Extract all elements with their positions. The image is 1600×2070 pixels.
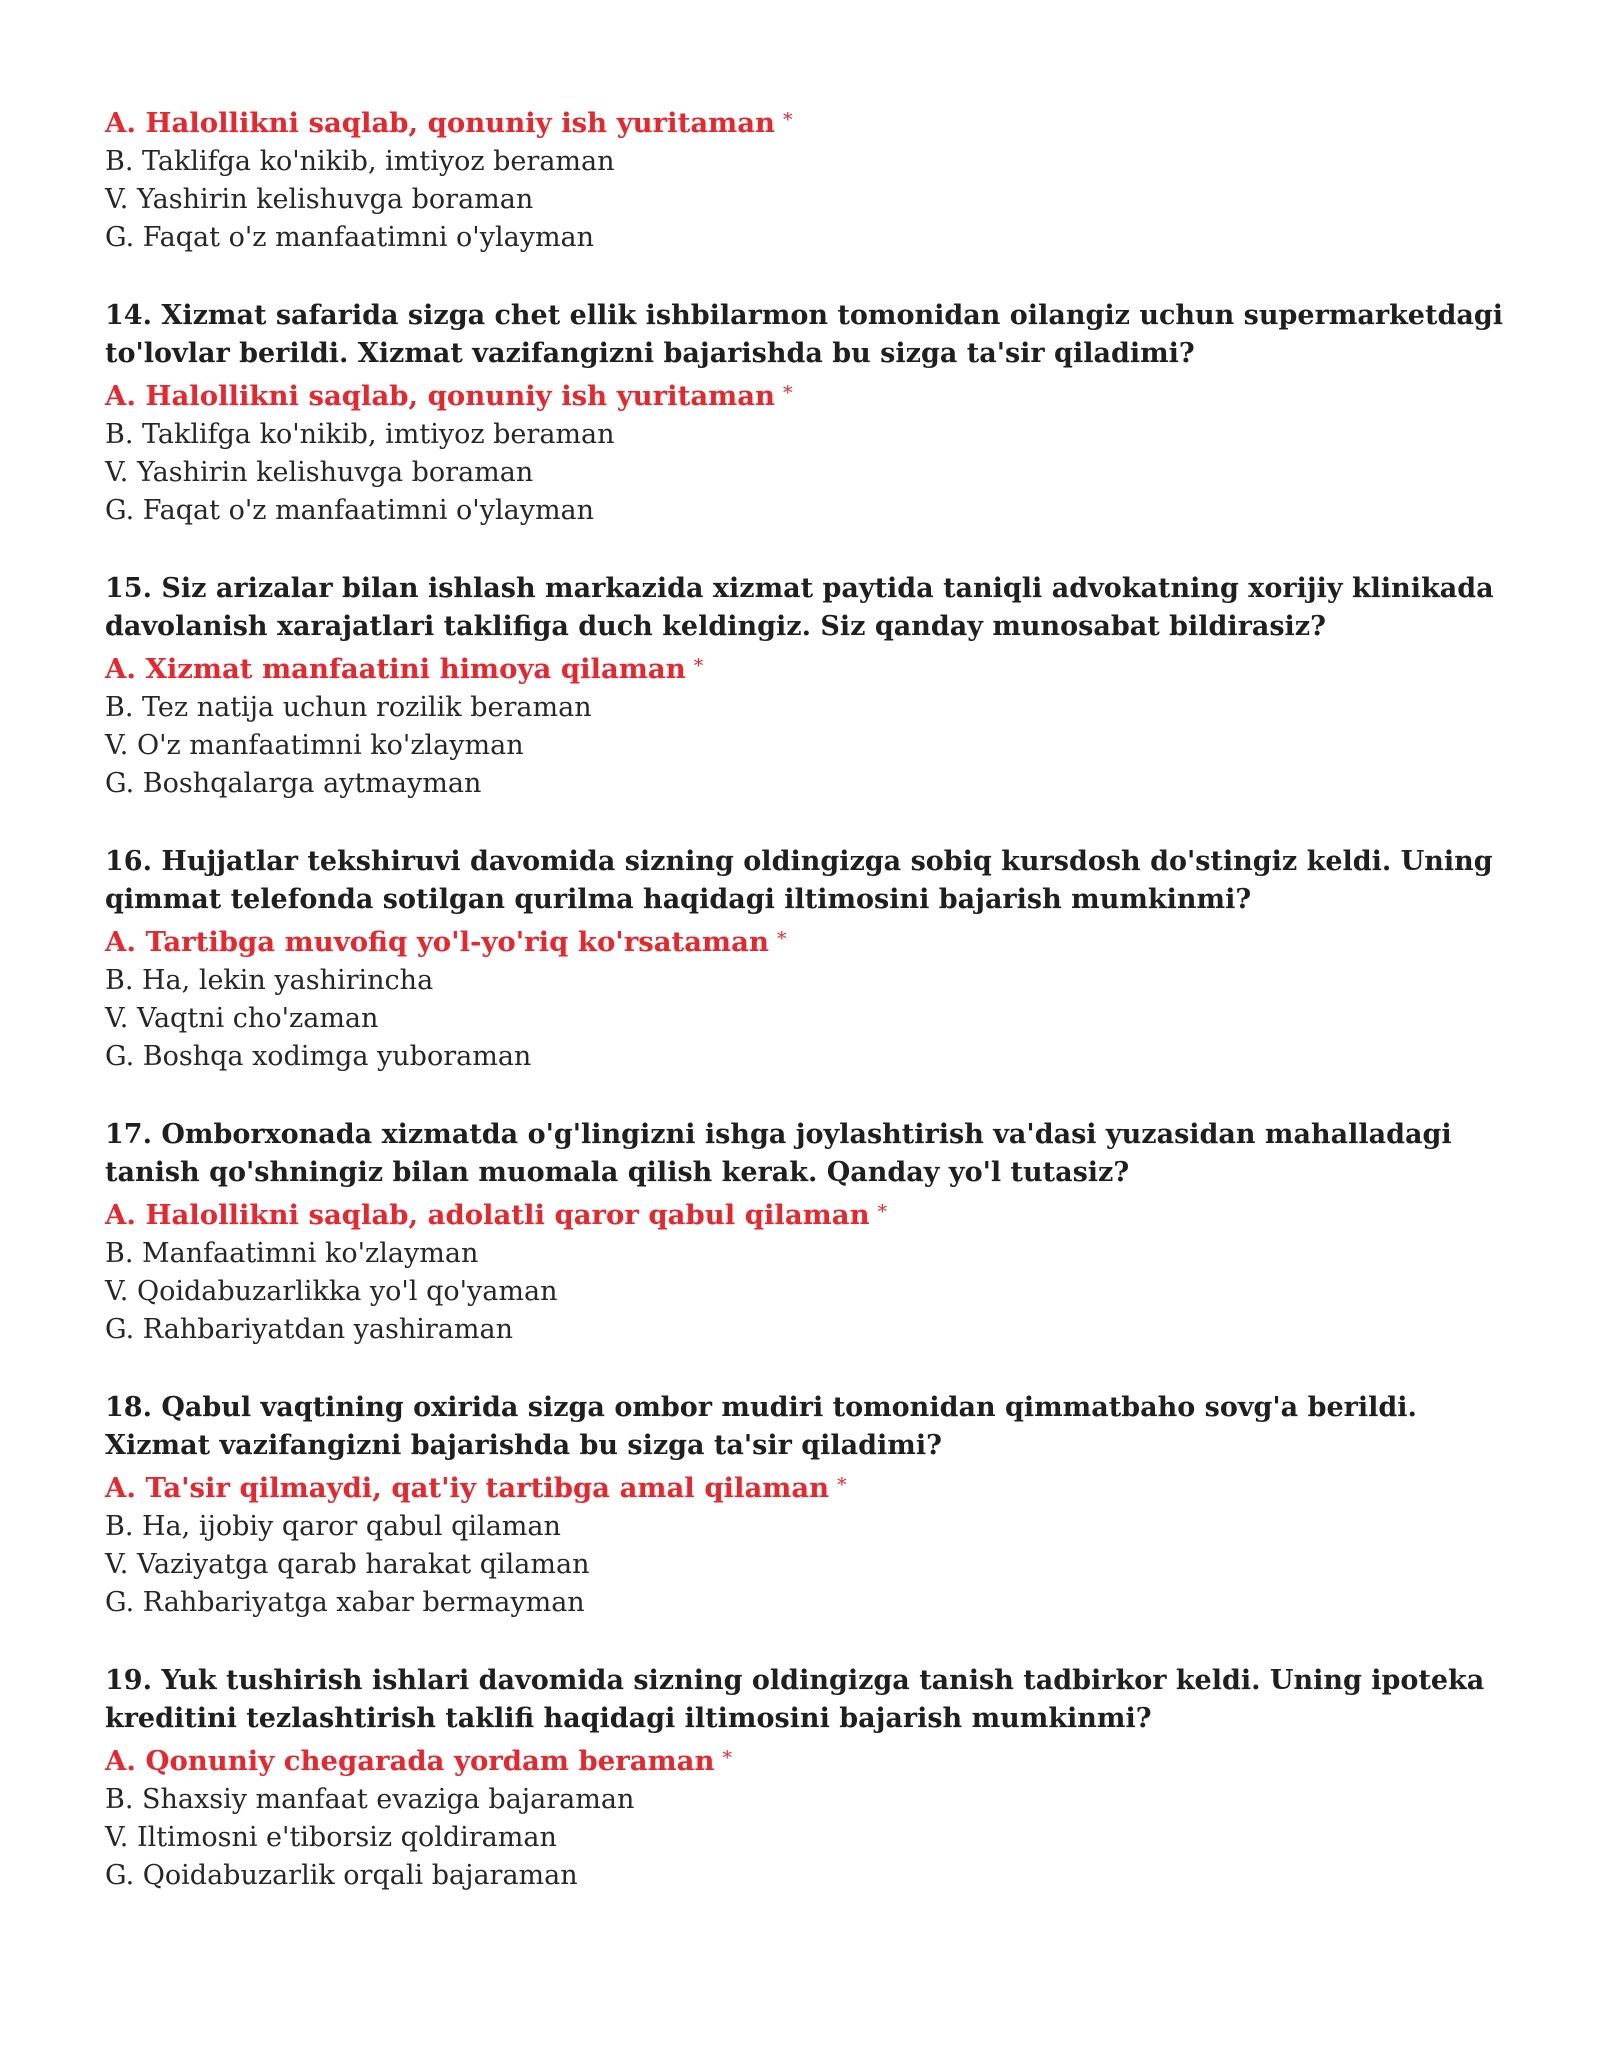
answer-option-v: V. Vaqtni cho'zaman xyxy=(105,1003,379,1034)
question-block-18 xyxy=(105,1389,1525,1622)
correct-marker: * xyxy=(776,928,787,950)
correct-answer xyxy=(105,1738,1525,1781)
question-text: 15. Siz arizalar bilan ishlash markazida xizmat paytida taniqli advokatning xorijiy klinikada davolanish xarajatlari taklifiga duch keldingiz. Siz qanday munosabat bildirasiz? xyxy=(105,573,1494,642)
correct-answer-text: A. Halollikni saqlab, qonuniy ish yuritaman xyxy=(105,380,776,412)
answer-option-v: V. O'z manfaatimni ko'zlayman xyxy=(105,730,524,761)
correct-marker: * xyxy=(783,109,793,131)
question-text: 14. Xizmat safarida sizga chet ellik ishbilarmon tomonidan oilangiz uchun supermarketdagi to'lovlar berildi. Xizmat vazifangizni bajarishda bu sizga ta'sir qiladimi? xyxy=(105,300,1503,369)
answer-option-g: G. Boshqalarga aytmayman xyxy=(105,768,482,799)
correct-answer xyxy=(105,1465,1525,1508)
correct-marker: * xyxy=(722,1747,732,1769)
question-block-14 xyxy=(105,297,1525,530)
answer-option-v: V. Qoidabuzarlikka yo'l qo'yaman xyxy=(105,1276,558,1307)
correct-answer-text: A. Qonuniy chegarada yordam beraman xyxy=(105,1745,715,1777)
correct-marker: * xyxy=(783,382,793,404)
question-text: 18. Qabul vaqtining oxirida sizga ombor mudiri tomonidan qimmatbaho sovg'a berildi. Xizmat vazifangizni bajarishda bu sizga ta'sir qiladimi? xyxy=(105,1392,1417,1461)
correct-answer xyxy=(105,1192,1525,1235)
answer-option-g: G. Qoidabuzarlik orqali bajaraman xyxy=(105,1860,578,1891)
correct-answer-text: A. Tartibga muvofiq yo'l-yo'riq ko'rsataman xyxy=(105,926,769,958)
answer-option-b: B. Shaxsiy manfaat evaziga bajaraman xyxy=(105,1784,635,1815)
correct-answer-text: A. Halollikni saqlab, qonuniy ish yuritaman xyxy=(105,107,776,139)
answer-option-g: G. Rahbariyatga xabar bermayman xyxy=(105,1587,585,1618)
correct-answer-text: A. Ta'sir qilmaydi, qat'iy tartibga amal qilaman xyxy=(105,1472,830,1504)
answer-option-v: V. Vaziyatga qarab harakat qilaman xyxy=(105,1549,590,1580)
question-text: 19. Yuk tushirish ishlari davomida sizning oldingizga tanish tadbirkor keldi. Uning ipoteka kreditini tezlashtirish taklifi haqidagi iltimosini bajarish mumkinmi? xyxy=(105,1665,1485,1734)
answer-option-b: B. Tez natija uchun rozilik beraman xyxy=(105,692,592,723)
correct-answer xyxy=(105,100,1525,143)
answer-option-b: B. Ha, lekin yashirincha xyxy=(105,965,434,996)
correct-marker: * xyxy=(877,1201,888,1223)
answer-option-g: G. Faqat o'z manfaatimni o'ylayman xyxy=(105,222,595,253)
question-block-13 xyxy=(105,100,1525,257)
correct-answer xyxy=(105,373,1525,416)
question-block-19 xyxy=(105,1662,1525,1895)
correct-answer xyxy=(105,919,1525,962)
answer-option-g: G. Faqat o'z manfaatimni o'ylayman xyxy=(105,495,595,526)
answer-option-g: G. Rahbariyatdan yashiraman xyxy=(105,1314,514,1345)
correct-marker: * xyxy=(693,655,704,677)
answer-option-b: B. Ha, ijobiy qaror qabul qilaman xyxy=(105,1511,561,1542)
correct-answer-text: A. Halollikni saqlab, adolatli qaror qabul qilaman xyxy=(105,1199,870,1231)
answer-option-v: V. Iltimosni e'tiborsiz qoldiraman xyxy=(105,1822,557,1853)
answer-option-v: V. Yashirin kelishuvga boraman xyxy=(105,457,534,488)
question-block-16 xyxy=(105,843,1525,1076)
answer-option-g: G. Boshqa xodimga yuboraman xyxy=(105,1041,532,1072)
question-text: 16. Hujjatlar tekshiruvi davomida sizning oldingizga sobiq kursdosh do'stingiz keldi. Uning qimmat telefonda sotilgan qurilma haqidagi iltimosini bajarish mumkinmi? xyxy=(105,846,1493,915)
answer-option-b: B. Manfaatimni ko'zlayman xyxy=(105,1238,479,1269)
question-block-17 xyxy=(105,1116,1525,1349)
correct-answer xyxy=(105,646,1525,689)
question-block-15 xyxy=(105,570,1525,803)
answer-option-v: V. Yashirin kelishuvga boraman xyxy=(105,184,534,215)
correct-marker: * xyxy=(837,1474,847,1496)
document-page xyxy=(105,100,1525,1895)
correct-answer-text: A. Xizmat manfaatini himoya qilaman xyxy=(105,653,686,685)
answer-option-b: B. Taklifga ko'nikib, imtiyoz beraman xyxy=(105,419,615,450)
question-text: 17. Omborxonada xizmatda o'g'lingizni ishga joylashtirish va'dasi yuzasidan mahalladagi tanish qo'shningiz bilan muomala qilish kerak. Qanday yo'l tutasiz? xyxy=(105,1119,1452,1188)
answer-option-b: B. Taklifga ko'nikib, imtiyoz beraman xyxy=(105,146,615,177)
